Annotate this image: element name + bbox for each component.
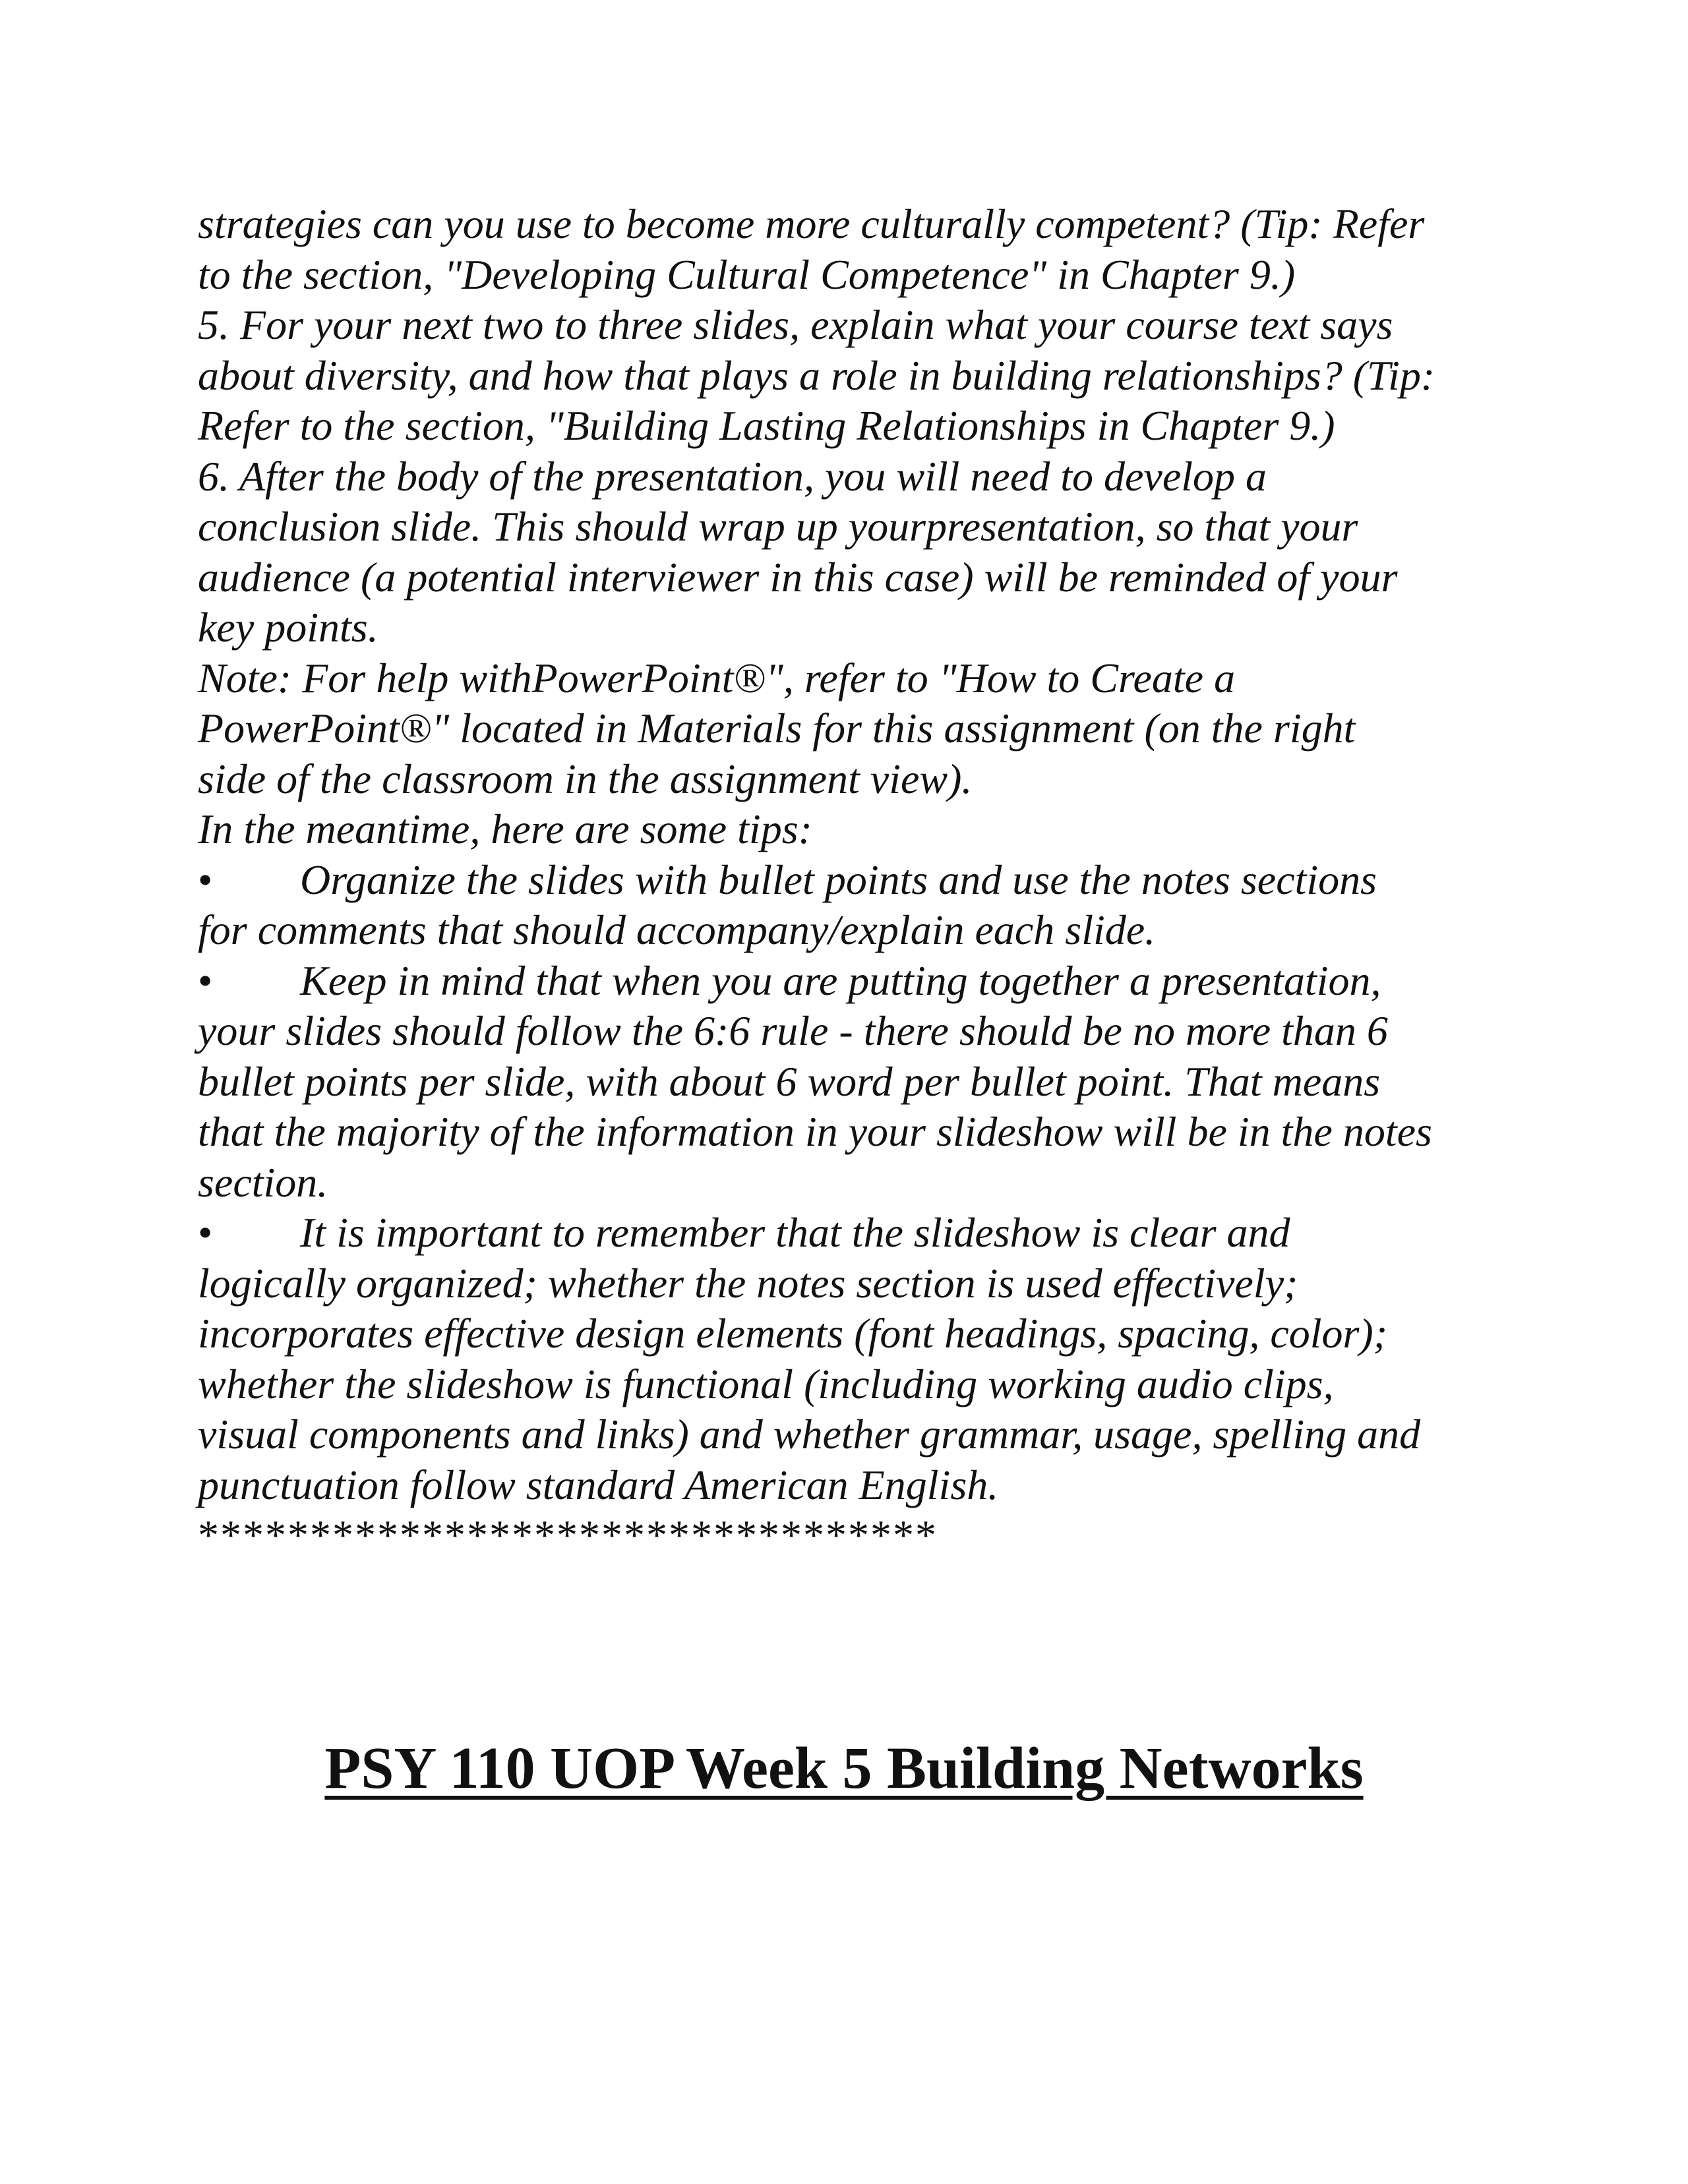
text-line: audience (a potential interviewer in this case) will be reminded of your <box>198 553 1398 601</box>
tip-text: Keep in mind that when you are putting together a presentation, <box>300 957 1381 1004</box>
text-line: incorporates effective design elements (font headings, spacing, color); <box>198 1310 1388 1357</box>
text-line: 5. For your next two to three slides, explain what your course text says <box>198 301 1393 348</box>
text-line: to the section, "Developing Cultural Competence" in Chapter 9.) <box>198 251 1296 298</box>
text-line: 6. After the body of the presentation, you will need to develop a <box>198 452 1267 500</box>
text-line: side of the classroom in the assignment view). <box>198 755 973 802</box>
text-line: that the majority of the information in your slideshow will be in the notes <box>198 1108 1432 1155</box>
tip-text: It is important to remember that the slideshow is clear and <box>300 1209 1290 1256</box>
bullet-icon: • <box>198 856 213 903</box>
text-line: for comments that should accompany/explain each slide. <box>198 906 1156 953</box>
text-line: strategies can you use to become more culturally competent? (Tip: Refer <box>198 200 1425 247</box>
assignment-text <box>198 199 1517 1561</box>
section-heading: PSY 110 UOP Week 5 Building Networks <box>324 1736 1364 1801</box>
text-line: conclusion slide. This should wrap up yourpresentation, so that your <box>198 503 1358 550</box>
text-line: visual components and links) and whether grammar, usage, spelling and <box>198 1411 1421 1458</box>
text-line: key points. <box>198 604 378 651</box>
text-line: logically organized; whether the notes section is used effectively; <box>198 1259 1298 1307</box>
tip-bullet <box>198 1208 1517 1258</box>
separator: ********************************* <box>198 1512 938 1558</box>
tip-text: Organize the slides with bullet points and use the notes sections <box>300 856 1377 903</box>
text-line: punctuation follow standard American English. <box>198 1461 999 1508</box>
text-line: section. <box>198 1158 328 1206</box>
tip-bullet <box>198 956 1517 1007</box>
bullet-icon: • <box>198 957 213 1004</box>
text-line: Note: For help withPowerPoint®", refer to "How to Create a <box>198 654 1236 701</box>
text-line: bullet points per slide, with about 6 word per bullet point. That means <box>198 1057 1381 1105</box>
text-line: whether the slideshow is functional (including working audio clips, <box>198 1360 1334 1407</box>
text-line: Refer to the section, "Building Lasting Relationships in Chapter 9.) <box>198 402 1335 449</box>
text-line: PowerPoint®" located in Materials for this assignment (on the right <box>198 705 1356 752</box>
tip-bullet <box>198 855 1517 906</box>
text-line: In the meantime, here are some tips: <box>198 806 812 852</box>
text-line: your slides should follow the 6:6 rule - there should be no more than 6 <box>198 1007 1388 1054</box>
bullet-icon: • <box>198 1209 213 1256</box>
text-line: about diversity, and how that plays a role in building relationships? (Tip: <box>198 351 1435 399</box>
